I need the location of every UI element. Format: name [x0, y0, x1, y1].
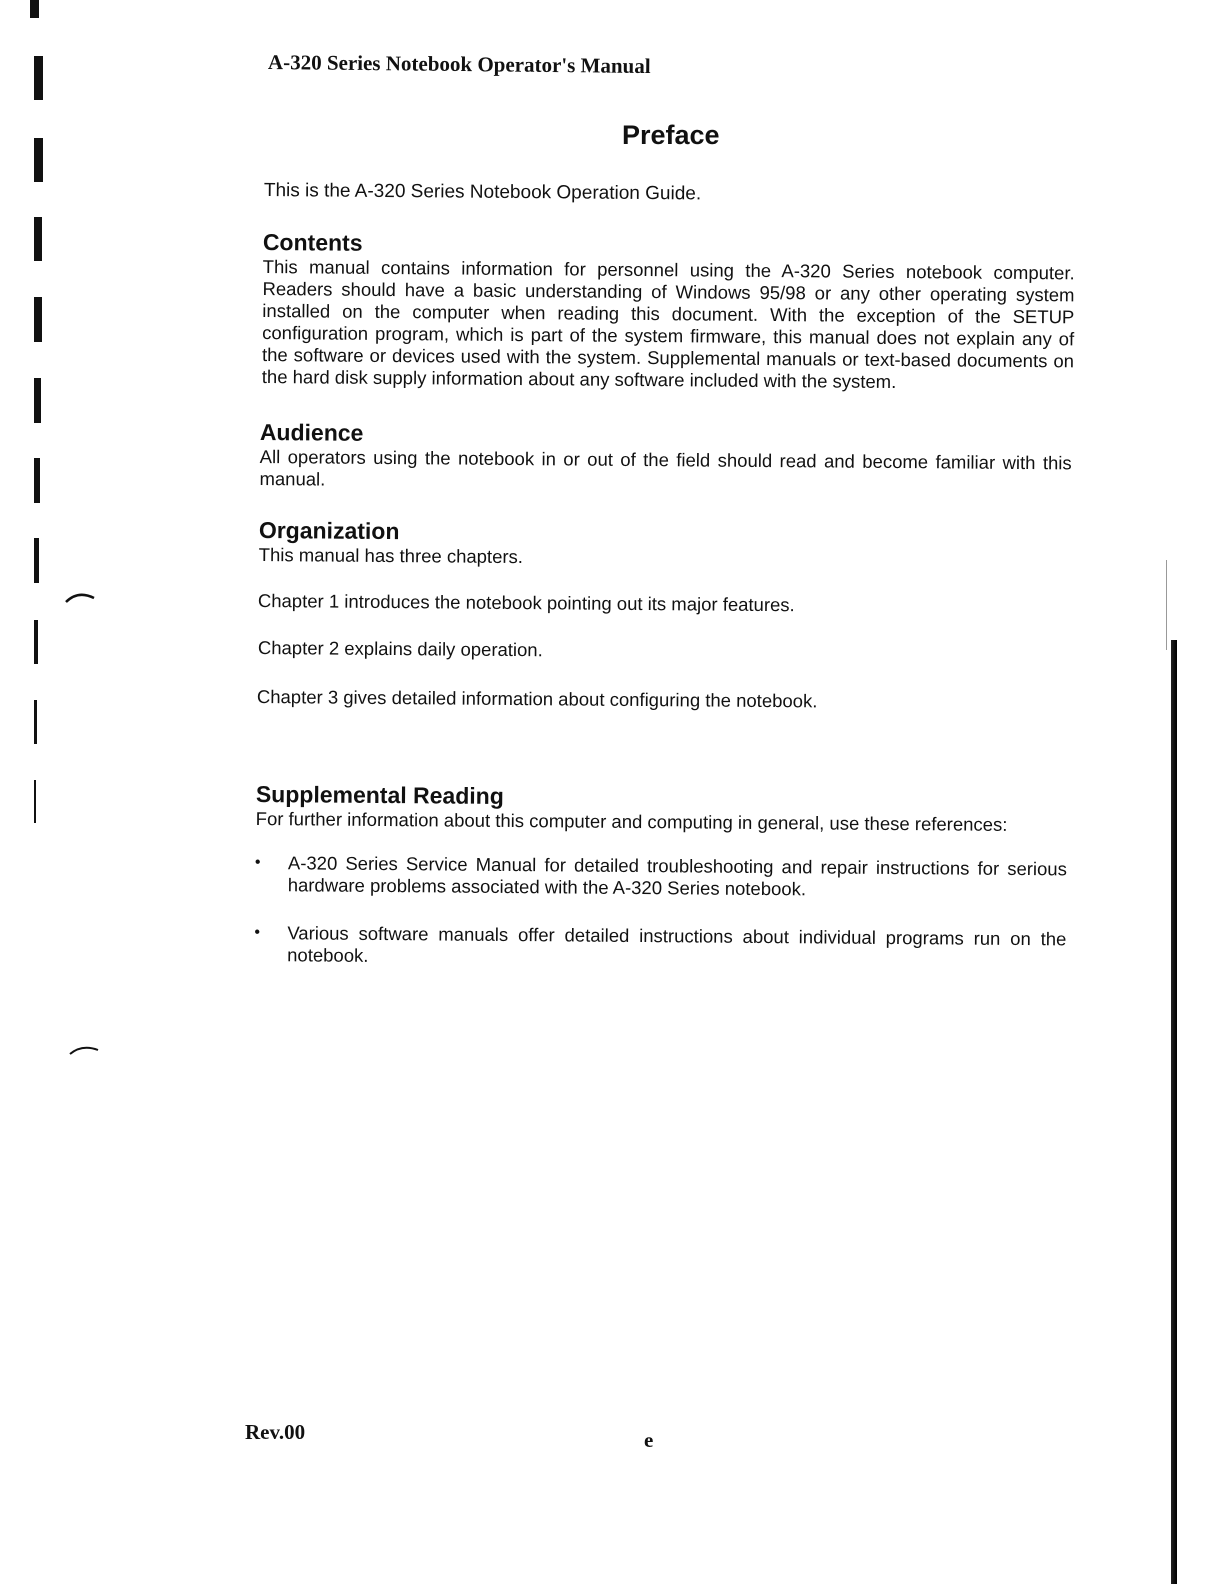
- section-body: This manual has three chapters.: [258, 543, 524, 568]
- section-heading: Organization: [258, 516, 400, 545]
- list-item-text: A-320 Series Service Manual for detailed troubleshooting and repair instructions for serious hardware problems associated with the A-320 Series notebook.: [287, 852, 1067, 900]
- section-organization: [259, 516, 1071, 572]
- chapter-item: Chapter 1 introduces the notebook pointing out its major features.: [257, 590, 795, 616]
- section-heading: Contents: [262, 228, 363, 256]
- section-contents: [262, 228, 1075, 394]
- section-body: For further information about this computer and computing in general, use these references:: [255, 807, 1008, 835]
- bullet-icon: •: [254, 923, 261, 942]
- section-body: This manual contains information for personnel using the A-320 Series notebook computer. Readers should have a basic understanding of Windows 95/98 or any other operating system installed on the computer when reading this document. With the exception of the SETUP configuration program, which is part of the system firmware, this manual does not explain any of the software or devices used with the system. Supplemental manuals or text-based documents on the hard disk supply information about any software included with the system.: [261, 255, 1075, 392]
- section-audience: [259, 418, 1072, 496]
- running-header: A-320 Series Notebook Operator's Manual: [267, 50, 651, 79]
- page-title: Preface: [622, 120, 720, 150]
- list-item: [254, 922, 1066, 972]
- chapter-item: Chapter 3 gives detailed information about configuring the notebook.: [256, 686, 818, 712]
- section-heading: Audience: [259, 418, 364, 446]
- bullet-icon: •: [254, 853, 261, 872]
- section-heading: Supplemental Reading: [255, 780, 504, 809]
- chapter-item: Chapter 2 explains daily operation.: [257, 637, 543, 661]
- intro-paragraph: This is the A-320 Series Notebook Operation Guide.: [263, 180, 702, 205]
- revision-label: Rev.00: [245, 1420, 306, 1444]
- page-number: e: [644, 1428, 654, 1452]
- list-item: [255, 852, 1067, 902]
- section-supplemental-reading: [256, 780, 1068, 836]
- reference-list: [254, 852, 1067, 998]
- section-body: All operators using the notebook in or out of the field should read and become familiar with this manual.: [259, 445, 1072, 490]
- list-item-text: Various software manuals offer detailed instructions about individual programs run on the notebook.: [287, 922, 1067, 966]
